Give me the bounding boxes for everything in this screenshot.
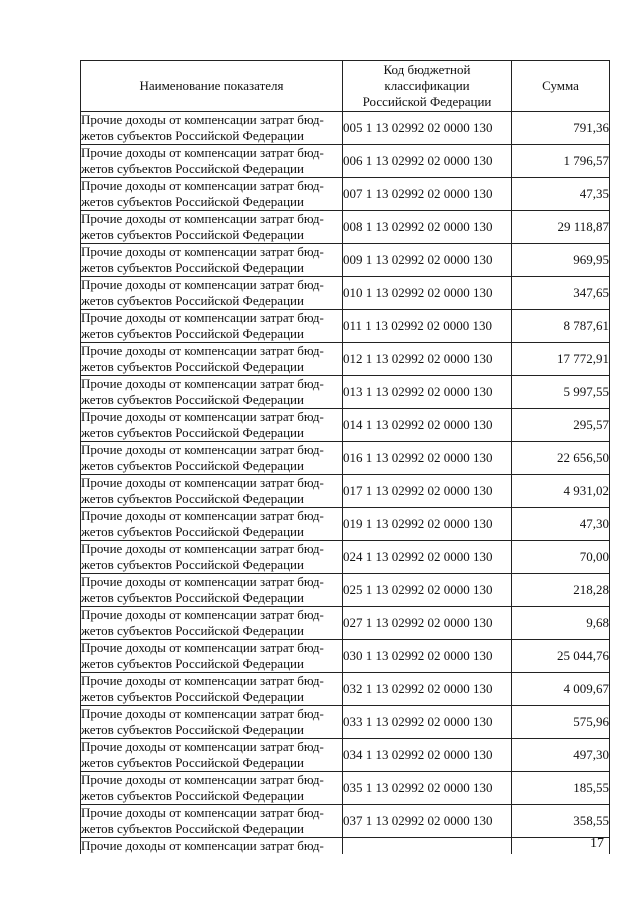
table-row: [81, 211, 610, 244]
indicator-name-cell: Прочие доходы от компенсации затрат бюд-жетов субъектов Российской Федерации: [81, 574, 343, 607]
indicator-name-cell: Прочие доходы от компенсации затрат бюд-жетов субъектов Российской Федерации: [81, 805, 343, 838]
sum-cell: 25 044,76: [512, 640, 610, 673]
budget-code-cell: 032 1 13 02992 02 0000 130: [343, 673, 512, 706]
budget-code-cell: 011 1 13 02992 02 0000 130: [343, 310, 512, 343]
table-row: [81, 706, 610, 739]
indicator-name-cell: Прочие доходы от компенсации затрат бюд-жетов субъектов Российской Федерации: [81, 211, 343, 244]
sum-cell: 4 931,02: [512, 475, 610, 508]
budget-code-cell: 010 1 13 02992 02 0000 130: [343, 277, 512, 310]
indicator-name-cell: Прочие доходы от компенсации затрат бюд-: [81, 838, 343, 855]
budget-code-cell: 013 1 13 02992 02 0000 130: [343, 376, 512, 409]
budget-code-cell: 027 1 13 02992 02 0000 130: [343, 607, 512, 640]
table-row: [81, 541, 610, 574]
budget-code-cell: [343, 838, 512, 855]
budget-code-cell: 017 1 13 02992 02 0000 130: [343, 475, 512, 508]
budget-code-cell: 009 1 13 02992 02 0000 130: [343, 244, 512, 277]
indicator-name-cell: Прочие доходы от компенсации затрат бюд-жетов субъектов Российской Федерации: [81, 376, 343, 409]
indicator-name-cell: Прочие доходы от компенсации затрат бюд-жетов субъектов Российской Федерации: [81, 409, 343, 442]
table-body: [81, 112, 610, 855]
table-row: [81, 145, 610, 178]
budget-code-cell: 035 1 13 02992 02 0000 130: [343, 772, 512, 805]
table-row: [81, 343, 610, 376]
table-row: [81, 574, 610, 607]
sum-cell: 358,55: [512, 805, 610, 838]
sum-cell: 8 787,61: [512, 310, 610, 343]
sum-cell: 791,36: [512, 112, 610, 145]
table-row: [81, 508, 610, 541]
indicator-name-cell: Прочие доходы от компенсации затрат бюд-жетов субъектов Российской Федерации: [81, 178, 343, 211]
table-row: [81, 607, 610, 640]
indicator-name-cell: Прочие доходы от компенсации затрат бюд-жетов субъектов Российской Федерации: [81, 442, 343, 475]
indicator-name-cell: Прочие доходы от компенсации затрат бюд-жетов субъектов Российской Федерации: [81, 706, 343, 739]
indicator-name-cell: Прочие доходы от компенсации затрат бюд-жетов субъектов Российской Федерации: [81, 145, 343, 178]
sum-cell: 969,95: [512, 244, 610, 277]
sum-cell: 295,57: [512, 409, 610, 442]
sum-cell: 70,00: [512, 541, 610, 574]
table-row: [81, 376, 610, 409]
table-row: [81, 178, 610, 211]
table-header-row: [81, 61, 610, 112]
budget-code-cell: 014 1 13 02992 02 0000 130: [343, 409, 512, 442]
table-row: [81, 277, 610, 310]
indicator-name-cell: Прочие доходы от компенсации затрат бюд-жетов субъектов Российской Федерации: [81, 112, 343, 145]
indicator-name-cell: Прочие доходы от компенсации затрат бюд-жетов субъектов Российской Федерации: [81, 673, 343, 706]
sum-cell: 47,35: [512, 178, 610, 211]
sum-cell: 5 997,55: [512, 376, 610, 409]
page-number: 17: [590, 836, 604, 851]
sum-cell: 347,65: [512, 277, 610, 310]
budget-code-cell: 037 1 13 02992 02 0000 130: [343, 805, 512, 838]
budget-code-cell: 007 1 13 02992 02 0000 130: [343, 178, 512, 211]
budget-code-cell: 030 1 13 02992 02 0000 130: [343, 640, 512, 673]
table-row: [81, 805, 610, 838]
header-code-line: Код бюджетной: [383, 62, 471, 77]
table-row: [81, 772, 610, 805]
indicator-name-cell: Прочие доходы от компенсации затрат бюд-жетов субъектов Российской Федерации: [81, 541, 343, 574]
indicator-name-cell: Прочие доходы от компенсации затрат бюд-жетов субъектов Российской Федерации: [81, 739, 343, 772]
table-row: [81, 739, 610, 772]
budget-code-cell: 016 1 13 02992 02 0000 130: [343, 442, 512, 475]
table-row: [81, 475, 610, 508]
indicator-name-cell: Прочие доходы от компенсации затрат бюд-жетов субъектов Российской Федерации: [81, 475, 343, 508]
sum-cell: 185,55: [512, 772, 610, 805]
table-row: [81, 244, 610, 277]
sum-cell: 497,30: [512, 739, 610, 772]
budget-table: [80, 60, 610, 854]
indicator-name-cell: Прочие доходы от компенсации затрат бюд-жетов субъектов Российской Федерации: [81, 772, 343, 805]
budget-code-cell: 006 1 13 02992 02 0000 130: [343, 145, 512, 178]
header-name: Наименование показателя: [81, 61, 343, 112]
sum-cell: 22 656,50: [512, 442, 610, 475]
budget-code-cell: 025 1 13 02992 02 0000 130: [343, 574, 512, 607]
sum-cell: 1 796,57: [512, 145, 610, 178]
table-row: [81, 442, 610, 475]
budget-code-cell: 034 1 13 02992 02 0000 130: [343, 739, 512, 772]
indicator-name-cell: Прочие доходы от компенсации затрат бюд-жетов субъектов Российской Федерации: [81, 640, 343, 673]
budget-code-cell: 012 1 13 02992 02 0000 130: [343, 343, 512, 376]
sum-cell: 575,96: [512, 706, 610, 739]
budget-code-cell: 019 1 13 02992 02 0000 130: [343, 508, 512, 541]
budget-code-cell: 005 1 13 02992 02 0000 130: [343, 112, 512, 145]
sum-cell: 4 009,67: [512, 673, 610, 706]
indicator-name-cell: Прочие доходы от компенсации затрат бюд-жетов субъектов Российской Федерации: [81, 310, 343, 343]
sum-cell: 17 772,91: [512, 343, 610, 376]
sum-cell: 9,68: [512, 607, 610, 640]
indicator-name-cell: Прочие доходы от компенсации затрат бюд-жетов субъектов Российской Федерации: [81, 508, 343, 541]
indicator-name-cell: Прочие доходы от компенсации затрат бюд-жетов субъектов Российской Федерации: [81, 343, 343, 376]
table-row: [81, 112, 610, 145]
indicator-name-cell: Прочие доходы от компенсации затрат бюд-жетов субъектов Российской Федерации: [81, 607, 343, 640]
budget-code-cell: 024 1 13 02992 02 0000 130: [343, 541, 512, 574]
table-row-partial: [81, 838, 610, 855]
header-sum: Сумма: [512, 61, 610, 112]
table-row: [81, 640, 610, 673]
budget-code-cell: 033 1 13 02992 02 0000 130: [343, 706, 512, 739]
sum-cell: 29 118,87: [512, 211, 610, 244]
header-code: [343, 61, 512, 112]
indicator-name-cell: Прочие доходы от компенсации затрат бюд-жетов субъектов Российской Федерации: [81, 277, 343, 310]
sum-cell: 47,30: [512, 508, 610, 541]
table-row: [81, 310, 610, 343]
header-code-line: Российской Федерации: [362, 94, 492, 109]
table-row: [81, 673, 610, 706]
sum-cell: 218,28: [512, 574, 610, 607]
table-row: [81, 409, 610, 442]
indicator-name-cell: Прочие доходы от компенсации затрат бюд-жетов субъектов Российской Федерации: [81, 244, 343, 277]
budget-code-cell: 008 1 13 02992 02 0000 130: [343, 211, 512, 244]
header-code-line: классификации: [384, 78, 470, 93]
